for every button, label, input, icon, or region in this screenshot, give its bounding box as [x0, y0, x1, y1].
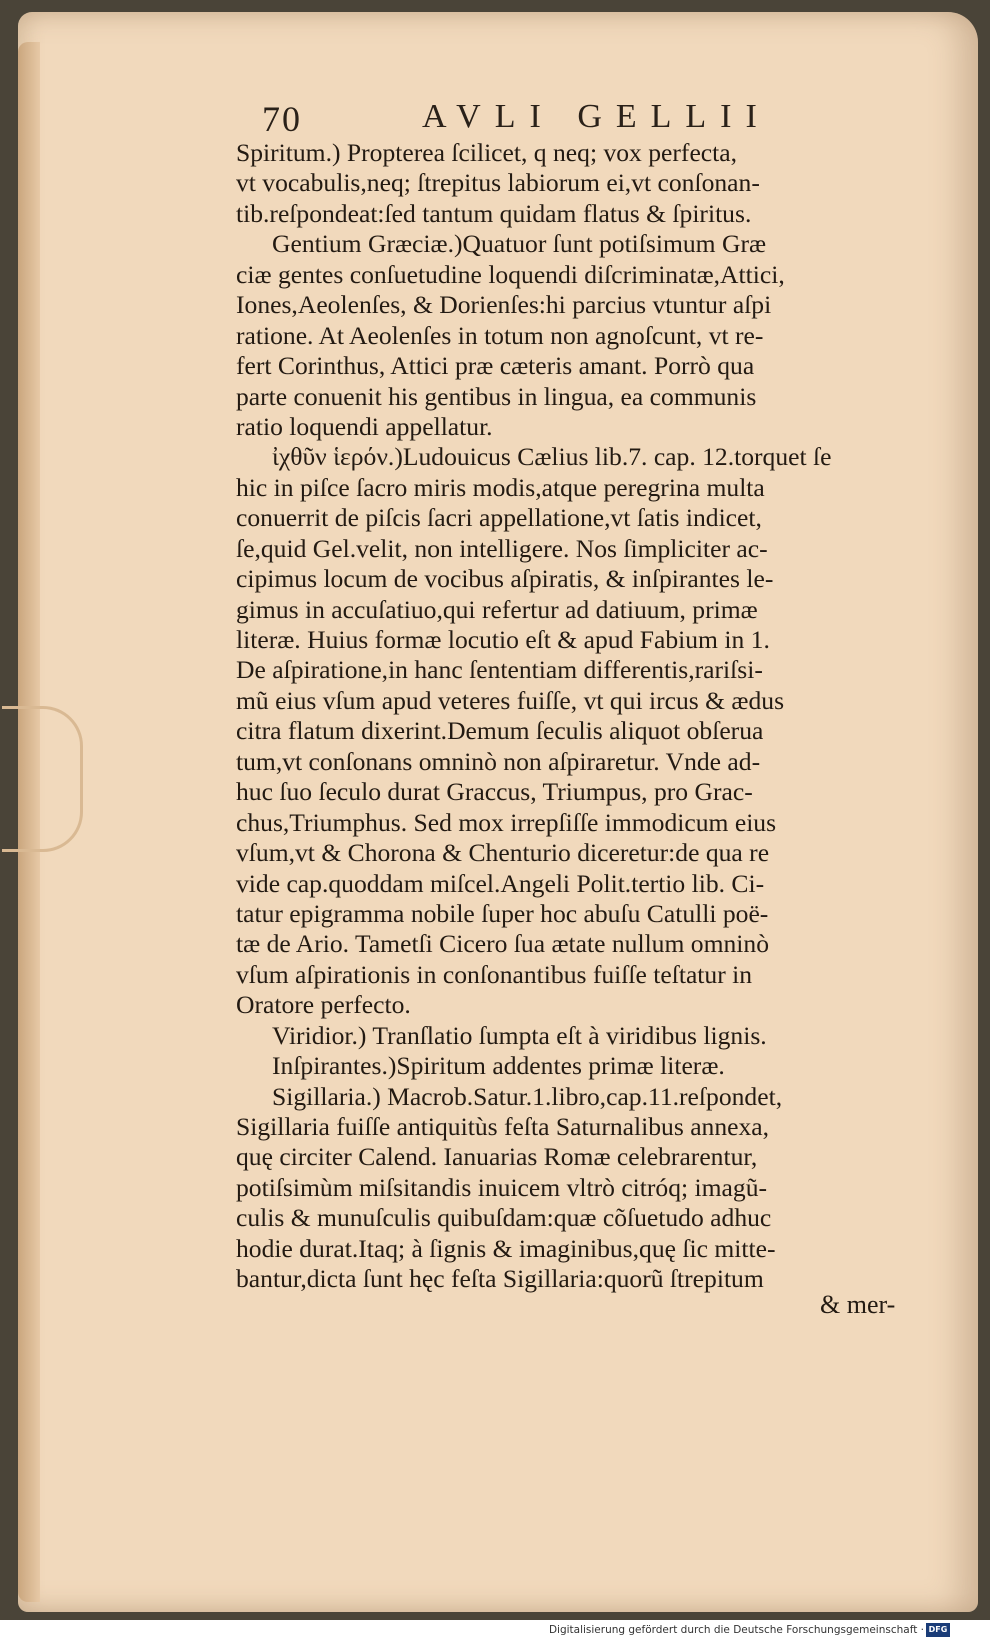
- text-line: vſum,vt & Chorona & Chenturio diceretur:de qua re: [236, 838, 770, 868]
- text-line: potiſsimùm miſsitandis inuicem vltrò citróq; imagũ-: [236, 1172, 768, 1202]
- text-line: ſe,quid Gel.velit, non intelligere. Nos ſimpliciter ac-: [236, 533, 768, 563]
- running-head: AVLI GELLII: [422, 98, 771, 135]
- text-line: ἰχθῦν ἱερόν.)Ludouicus Cælius lib.7. cap. 12.torquet ſe: [272, 442, 832, 472]
- text-line: Gentium Græciæ.)Quatuor ſunt potiſsimum Græ: [272, 229, 767, 259]
- text-line: mũ eius vſum apud veteres fuiſſe, vt qui ircus & ædus: [236, 685, 785, 715]
- text-line: ciæ gentes conſuetudine loquendi diſcriminatæ,Attici,: [236, 259, 785, 289]
- dfg-logo: DFG: [926, 1623, 950, 1637]
- text-line: fert Corinthus, Attici præ cæteris amant. Porrò qua: [236, 351, 755, 381]
- text-line: cipimus locum de vocibus aſpiratis, & inſpirantes le-: [236, 564, 774, 594]
- text-line: vſum aſpirationis in conſonantibus fuiſſe teſtatur in: [236, 959, 753, 989]
- page-number: 70: [262, 99, 302, 139]
- text-line: tatur epigramma nobile ſuper hoc abuſu Catulli poë-: [236, 898, 769, 928]
- text-line: Sigillaria fuiſſe antiquitùs feſta Saturnalibus annexa,: [236, 1112, 770, 1141]
- body-text: [236, 138, 926, 1295]
- text-line: Sigillaria.) Macrob.Satur.1.libro,cap.11.reſpondet,: [272, 1081, 783, 1111]
- text-line: citra flatum dixerint.Demum ſeculis aliquot obſerua: [236, 716, 764, 746]
- text-line: hodie durat.Itaq; à ſignis & imaginibus,quę ſic mitte-: [236, 1233, 776, 1263]
- text-line: ratione. At Aeolenſes in totum non agnoſcunt, vt re-: [236, 320, 764, 350]
- text-line: tib.reſpondeat:ſed tantum quidam flatus & ſpiritus.: [236, 198, 752, 228]
- text-line: quę circiter Calend. Ianuarias Romæ celebrarentur,: [236, 1142, 758, 1172]
- text-line: Oratore perfecto.: [236, 990, 411, 1020]
- catchword: & mer-: [820, 1290, 896, 1319]
- text-line: tum,vt conſonans omninò non aſpiraretur. Vnde ad-: [236, 746, 761, 776]
- text-line: bantur,dicta ſunt hęc feſta Sigillaria:quorũ ſtrepitum: [236, 1264, 764, 1294]
- text-line: gimus in accuſatiuo,qui refertur ad datiuum, primæ: [236, 594, 758, 624]
- clasp-mark: [2, 706, 83, 852]
- footer-bar: [0, 1620, 1000, 1642]
- page-header: [262, 98, 942, 138]
- text-line: Spiritum.) Propterea ſcilicet, q neq; vox perfecta,: [236, 138, 738, 167]
- text-line: vide cap.quoddam miſcel.Angeli Polit.tertio lib. Ci-: [236, 868, 765, 898]
- text-line: parte conuenit his gentibus in lingua, ea communis: [236, 381, 757, 411]
- text-line: tæ de Ario. Tametſi Cicero ſua ætate nullum omninò: [236, 929, 769, 959]
- text-line: chus,Triumphus. Sed mox irrepſiſſe immodicum eius: [236, 807, 777, 837]
- funding-credit: Digitalisierung gefördert durch die Deutsche Forschungsgemeinschaft ·: [548, 1624, 924, 1636]
- text-line: conuerrit de piſcis ſacri appellatione,vt ſatis indicet,: [236, 503, 762, 533]
- text-line: huc ſuo ſeculo durat Graccus, Triumpus, pro Grac-: [236, 777, 753, 807]
- text-line: hic in piſce ſacro miris modis,atque peregrina multa: [236, 472, 765, 502]
- text-line: Iones,Aeolenſes, & Dorienſes:hi parcius vtuntur aſpi: [236, 290, 772, 320]
- text-line: De aſpiratione,in hanc ſententiam differentis,rariſsi-: [236, 655, 763, 685]
- text-line: literæ. Huius formæ locutio eſt & apud Fabium in 1.: [236, 625, 770, 654]
- text-line: ratio loquendi appellatur.: [236, 411, 493, 441]
- text-line: culis & munuſculis quibuſdam:quæ cõſuetudo adhuc: [236, 1203, 772, 1233]
- text-line: Viridior.) Tranſlatio ſumpta eſt à viridibus lignis.: [272, 1020, 767, 1050]
- text-line: Inſpirantes.)Spiritum addentes primæ literæ.: [272, 1051, 725, 1081]
- text-line: vt vocabulis,neq; ſtrepitus labiorum ei,vt conſonan-: [236, 168, 760, 198]
